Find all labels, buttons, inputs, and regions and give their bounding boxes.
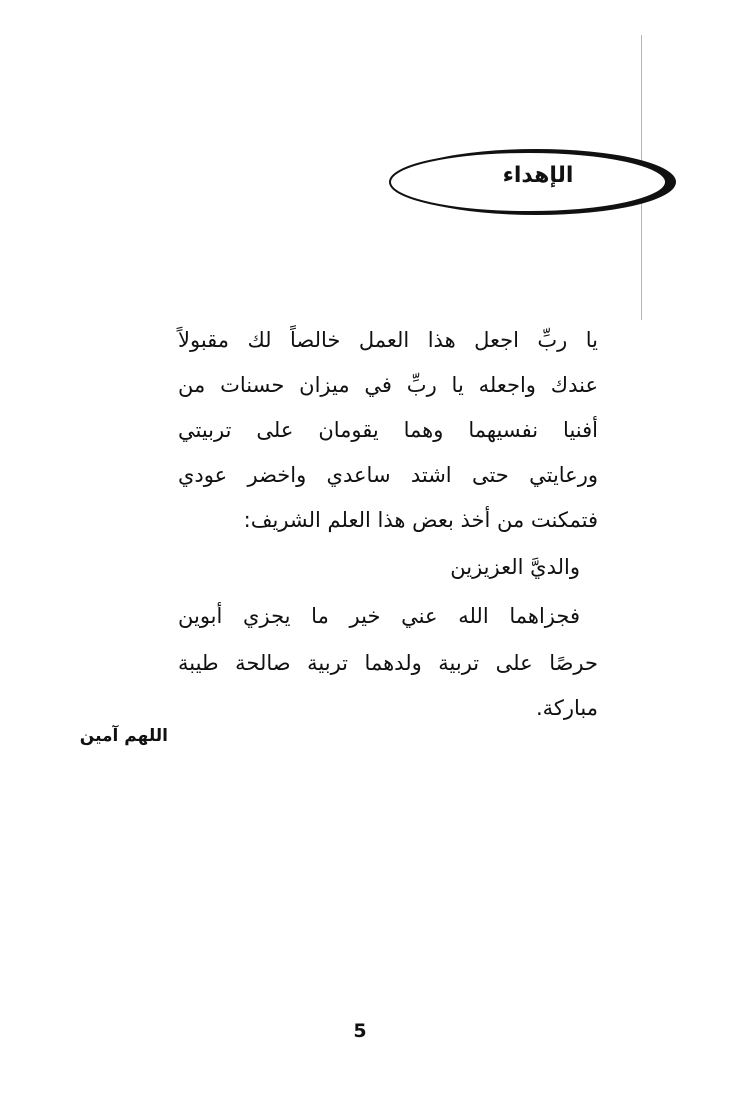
parents-line: والديَّ العزيزين bbox=[450, 555, 580, 579]
page-number: 5 bbox=[353, 1020, 367, 1042]
title-badge bbox=[388, 143, 678, 221]
dedication-line: حرصًا على تربية ولدهما تربية صالحة طيبة bbox=[178, 651, 598, 675]
dedication-line: ورعايتي حتى اشتد ساعدي واخضر عودي bbox=[178, 463, 598, 487]
dedication-line: فجزاهما الله عني خير ما يجزي أبوين bbox=[178, 604, 580, 628]
dedication-line: أفنيا نفسيهما وهما يقومان على تربيتي bbox=[178, 418, 598, 442]
page-title: الإهداء bbox=[502, 163, 574, 188]
dedication-line: مباركة. bbox=[535, 696, 598, 720]
closing-prayer: اللهم آمين bbox=[79, 726, 168, 746]
dedication-line: فتمكنت من أخذ بعض هذا العلم الشريف: bbox=[243, 508, 598, 532]
dedication-text bbox=[178, 318, 598, 731]
dedication-line: يا ربِّ اجعل هذا العمل خالصاً لك مقبولاً bbox=[178, 328, 598, 352]
dedication-line: عندك واجعله يا ربِّ في ميزان حسنات من bbox=[178, 373, 598, 397]
